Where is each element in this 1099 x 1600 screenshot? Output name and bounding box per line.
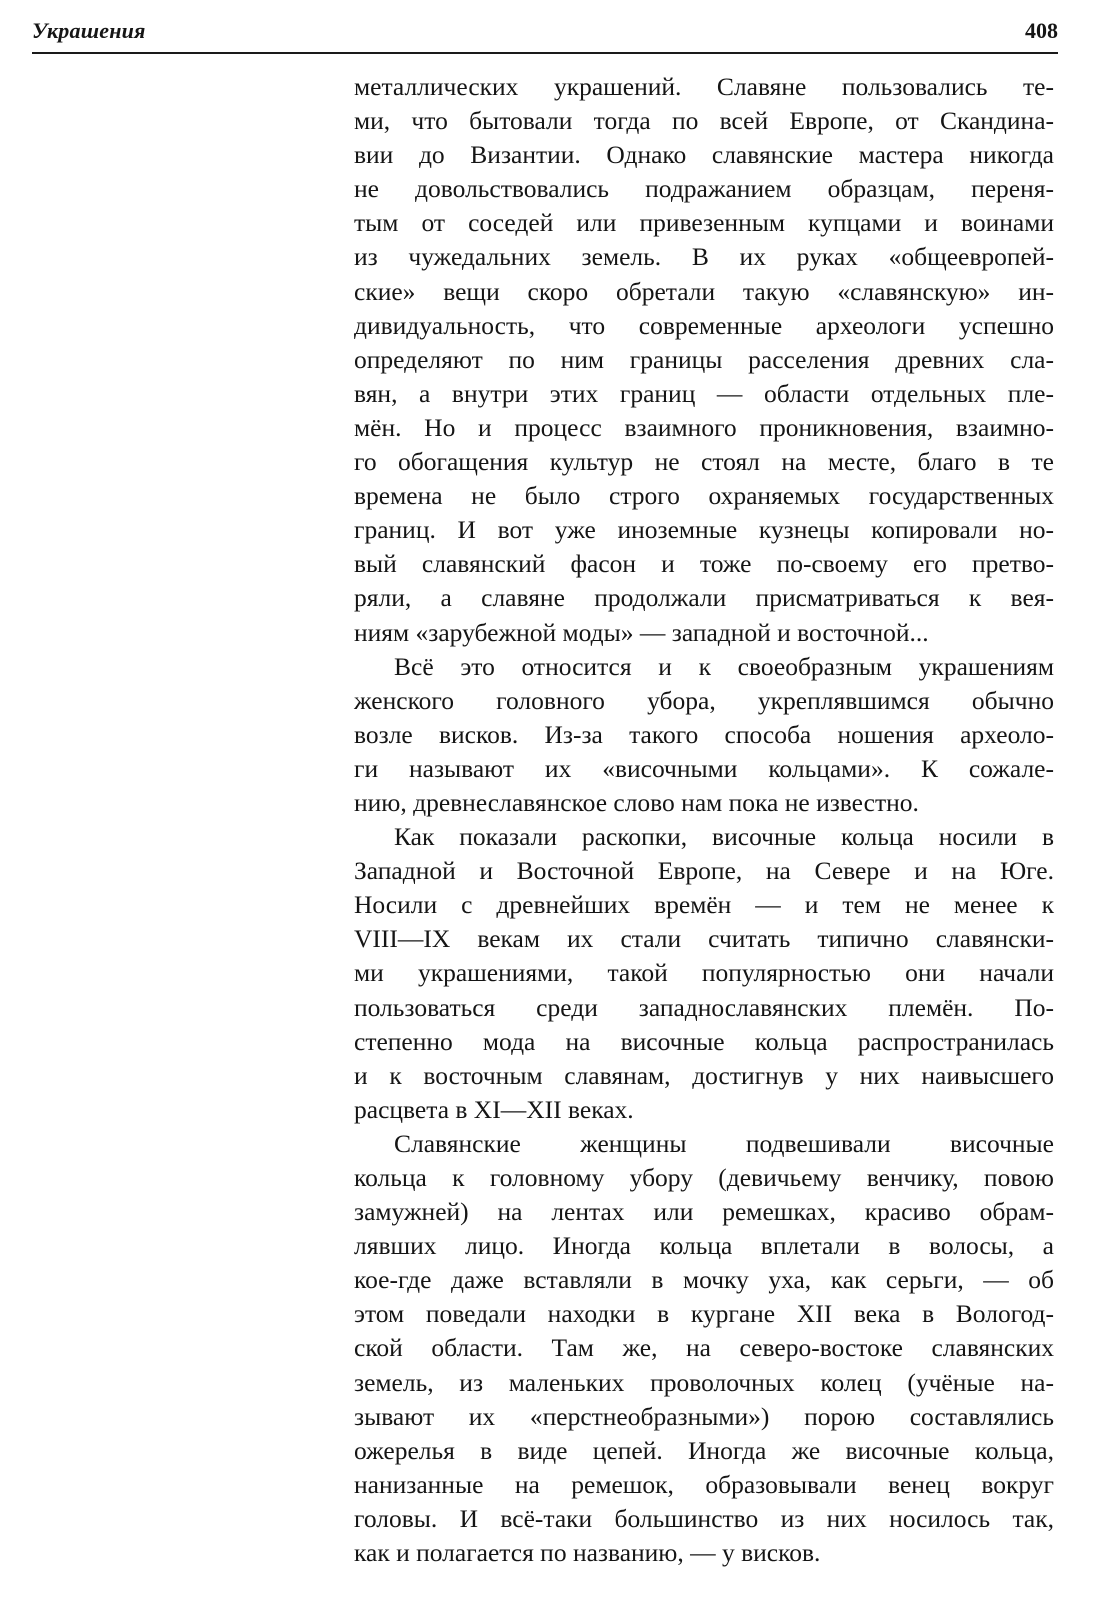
text-line: головы. И всё-таки большинство из них носилось так, [354, 1503, 1054, 1533]
text-line: не довольствовались подражанием образцам, переня- [354, 174, 1054, 204]
text-line: женского головного убора, укреплявшимся обычно [354, 685, 1054, 715]
text-line: вян, а внутри этих границ — области отдельных пле- [354, 378, 1054, 408]
text-line: вый славянский фасон и тоже по-своему его претво- [354, 549, 1054, 579]
text-line: Носили с древнейших времён — и тем не менее к [354, 890, 1054, 920]
text-line: ские» вещи скоро обретали такую «славянскую» ин- [354, 276, 1054, 306]
text-line: ской области. Там же, на северо-востоке славянских [354, 1333, 1054, 1363]
text-line: возле висков. Из-за такого способа ношения археоло- [354, 719, 1054, 749]
text-line: тым от соседей или привезенным купцами и воинами [354, 208, 1054, 238]
text-line: как и полагается по названию, — у висков. [354, 1538, 821, 1568]
text-line: вии до Византии. Однако славянские мастера никогда [354, 140, 1054, 170]
section-title: Украшения [32, 18, 146, 43]
text-line: Славянские женщины подвешивали височные [394, 1128, 1054, 1158]
text-line: из чужедальних земель. В их руках «общеевропей- [354, 242, 1054, 272]
text-line: и к восточным славянам, достигнув у них наивысшего [354, 1060, 1054, 1090]
text-line: расцвета в XI—XII веках. [354, 1094, 634, 1124]
text-line: степенно мода на височные кольца распространилась [354, 1026, 1054, 1056]
text-line: дивидуальность, что современные археологи успешно [354, 310, 1054, 340]
text-line: земель, из маленьких проволочных колец (учёные на- [354, 1367, 1054, 1397]
text-line: зывают их «перстнеобразными») порою составлялись [354, 1401, 1054, 1431]
text-line: го обогащения культур не стоял на месте, благо в те [354, 447, 1054, 477]
text-line: кое-где даже вставляли в мочку уха, как серьги, — об [354, 1265, 1054, 1295]
text-line: мён. Но и процесс взаимного проникновения, взаимно- [354, 412, 1054, 442]
text-line: ожерелья в виде цепей. Иногда же височные кольца, [354, 1435, 1054, 1465]
text-line: времена не было строго охраняемых государственных [354, 481, 1054, 511]
running-header [32, 16, 1058, 54]
text-line: ми украшениями, такой популярностью они начали [354, 958, 1054, 988]
paragraph [354, 820, 1054, 1127]
text-line: VIII—IX векам их стали считать типично славянски- [354, 924, 1054, 954]
text-line: замужней) на лентах или ремешках, красиво обрам- [354, 1197, 1054, 1227]
text-line: нанизанные на ремешок, образовывали венец вокруг [354, 1469, 1054, 1499]
text-line: ми, что бытовали тогда по всей Европе, от Скандина- [354, 106, 1054, 136]
text-line: кольца к головному убору (девичьему венчику, повою [354, 1163, 1054, 1192]
text-line: пользоваться среди западнославянских племён. По- [354, 992, 1054, 1022]
page-number: 408 [1025, 18, 1058, 43]
text-line: ги называют их «височными кольцами». К сожале- [354, 753, 1054, 783]
paragraph [354, 650, 1054, 820]
text-line: Как показали раскопки, височные кольца носили в [394, 822, 1054, 852]
text-line: нию, древнеславянское слово нам пока не известно. [354, 787, 919, 817]
text-line: определяют по ним границы расселения древних сла- [354, 344, 1054, 374]
paragraph [354, 1127, 1054, 1570]
text-line: лявших лицо. Иногда кольца вплетали в волосы, а [354, 1231, 1054, 1261]
text-line: ниям «зарубежной моды» — западной и восточной... [354, 617, 929, 647]
text-line: ряли, а славяне продолжали присматриваться к вея- [354, 583, 1054, 613]
text-line: металлических украшений. Славяне пользовались те- [354, 72, 1054, 101]
body-text [354, 70, 1054, 1570]
paragraph [354, 70, 1054, 650]
text-line: границ. И вот уже иноземные кузнецы копировали но- [354, 515, 1054, 545]
text-line: Западной и Восточной Европе, на Севере и на Юге. [354, 856, 1054, 886]
text-line: Всё это относится и к своеобразным украшениям [394, 651, 1054, 681]
text-line: этом поведали находки в кургане XII века в Вологод- [354, 1299, 1054, 1329]
